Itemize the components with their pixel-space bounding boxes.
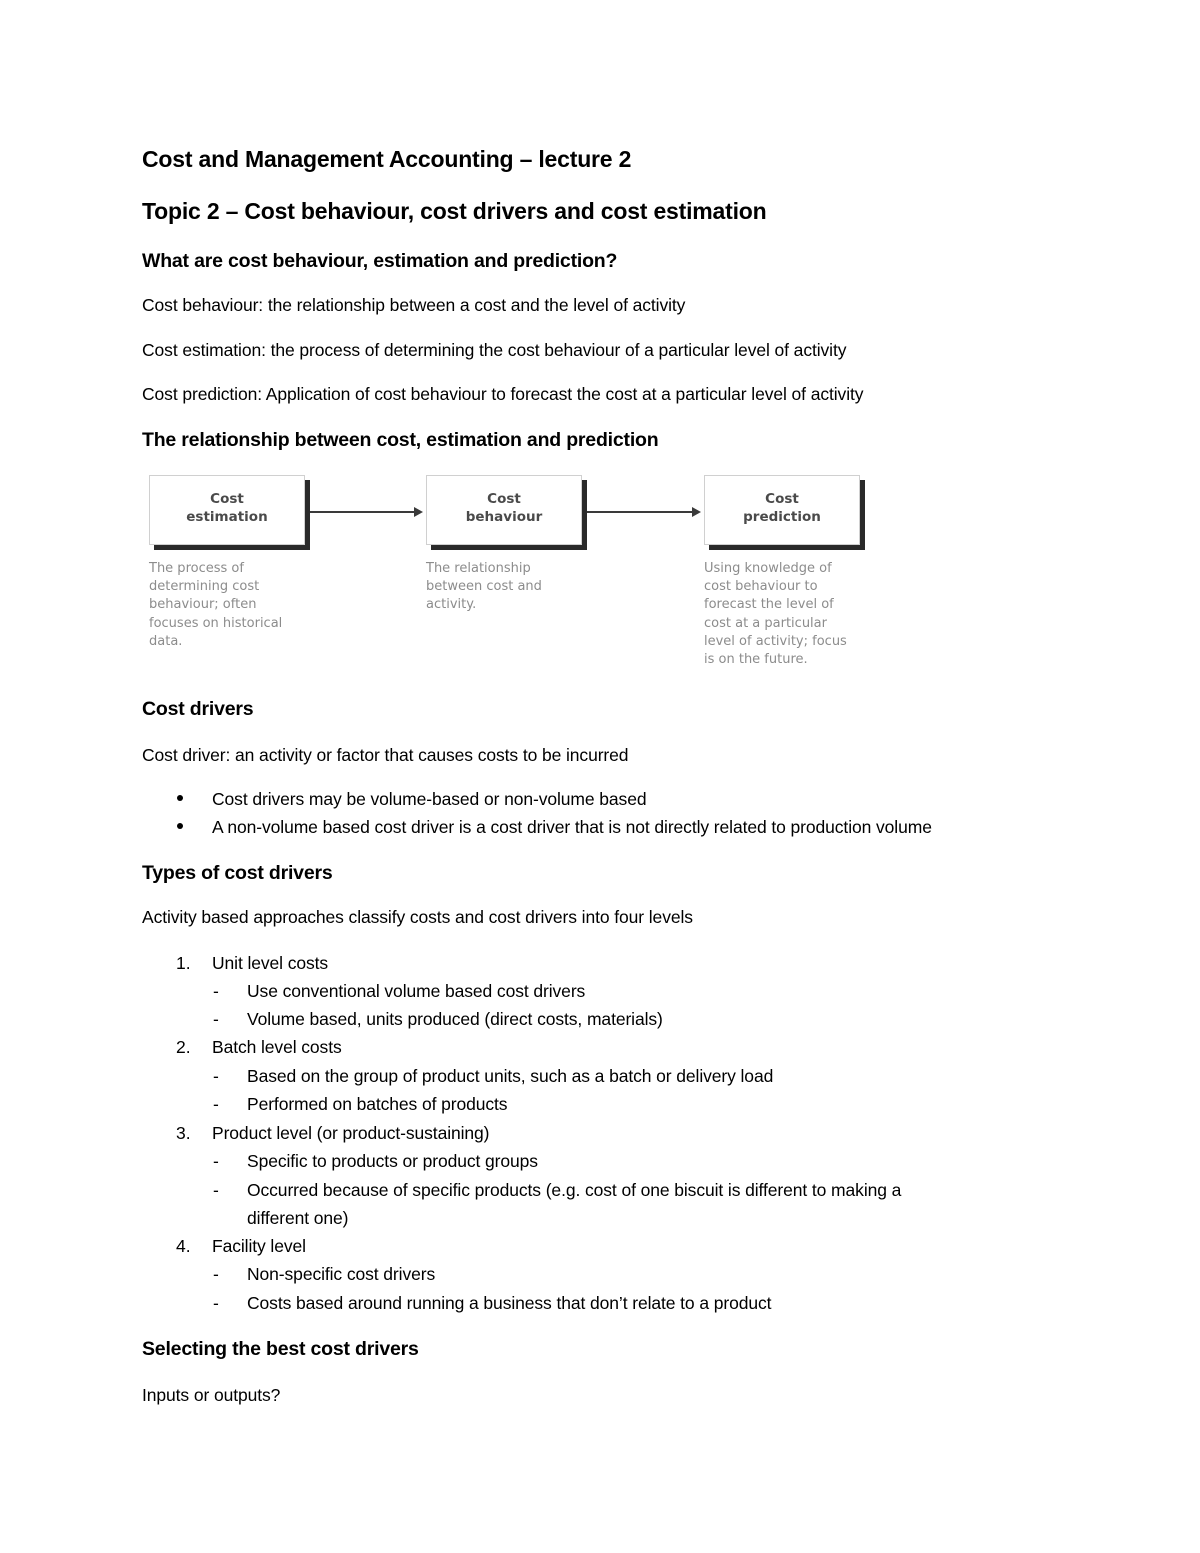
sub-list-item: Use conventional volume based cost drivers [247,981,586,1001]
sub-list-item-continued: different one) [247,1208,349,1228]
section-heading-selecting: Selecting the best cost drivers [142,1338,419,1360]
list-number: 2. [176,1037,191,1057]
sub-list-item: Costs based around running a business that don’t relate to a product [247,1293,772,1313]
dash-icon: - [213,981,219,1001]
diagram-caption-prediction: Using knowledge of cost behaviour to forecast the level of cost at a particular level of activity; focus is on the future. [704,561,847,668]
arrow-line [587,511,693,513]
arrow-head [692,507,701,517]
arrow-head [414,507,423,517]
paragraph-cost-driver-definition: Cost driver: an activity or factor that causes costs to be incurred [142,745,629,765]
bullet-item: Cost drivers may be volume-based or non-volume based [212,789,647,809]
document-title: Cost and Management Accounting – lecture 2 [142,146,632,172]
list-number: 4. [176,1236,191,1256]
diagram-box-title: Cost behaviour [465,491,543,525]
dash-icon: - [213,1066,219,1086]
topic-heading: Topic 2 – Cost behaviour, cost drivers and cost estimation [142,198,767,224]
sub-list-item: Occurred because of specific products (e.g. cost of one biscuit is different to making a [247,1180,902,1200]
section-heading-types: Types of cost drivers [142,862,333,884]
list-item-unit-level: Unit level costs [212,953,329,973]
bullet-icon [177,823,183,829]
dash-icon: - [213,1094,219,1114]
diagram-box-cost-behaviour [426,475,582,545]
paragraph-cost-estimation: Cost estimation: the process of determining the cost behaviour of a particular level of activity [142,340,847,360]
diagram-caption-estimation: The process of determining cost behaviour; often focuses on historical data. [149,561,283,649]
arrow-line [310,511,415,513]
sub-list-item: Specific to products or product groups [247,1151,538,1171]
paragraph-inputs-outputs: Inputs or outputs? [142,1385,281,1405]
diagram-box-cost-estimation [149,475,305,545]
diagram-box-title: Cost estimation [186,491,268,525]
section-heading-definitions: What are cost behaviour, estimation and prediction? [142,250,618,272]
sub-list-item: Non-specific cost drivers [247,1264,436,1284]
sub-list-item: Performed on batches of products [247,1094,508,1114]
dash-icon: - [213,1009,219,1029]
section-heading-relationship: The relationship between cost, estimation and prediction [142,429,659,451]
dash-icon: - [213,1151,219,1171]
dash-icon: - [213,1293,219,1313]
paragraph-cost-prediction: Cost prediction: Application of cost behaviour to forecast the cost at a particular level of activity [142,384,864,404]
bullet-icon [177,795,183,801]
diagram-box-title: Cost prediction [743,491,821,525]
list-item-facility-level: Facility level [212,1236,306,1256]
diagram-box-cost-prediction [704,475,860,545]
list-item-batch-level: Batch level costs [212,1037,342,1057]
list-number: 1. [176,953,191,973]
dash-icon: - [213,1264,219,1284]
bullet-item: A non-volume based cost driver is a cost driver that is not directly related to production volume [212,817,932,837]
diagram-caption-behaviour: The relationship between cost and activity. [426,561,542,613]
sub-list-item: Volume based, units produced (direct costs, materials) [247,1009,663,1029]
list-item-product-level: Product level (or product-sustaining) [212,1123,490,1143]
dash-icon: - [213,1180,219,1200]
paragraph-cost-behaviour: Cost behaviour: the relationship between a cost and the level of activity [142,295,686,315]
sub-list-item: Based on the group of product units, such as a batch or delivery load [247,1066,774,1086]
list-number: 3. [176,1123,191,1143]
paragraph-types-intro: Activity based approaches classify costs and cost drivers into four levels [142,907,693,927]
section-heading-cost-drivers: Cost drivers [142,698,254,720]
